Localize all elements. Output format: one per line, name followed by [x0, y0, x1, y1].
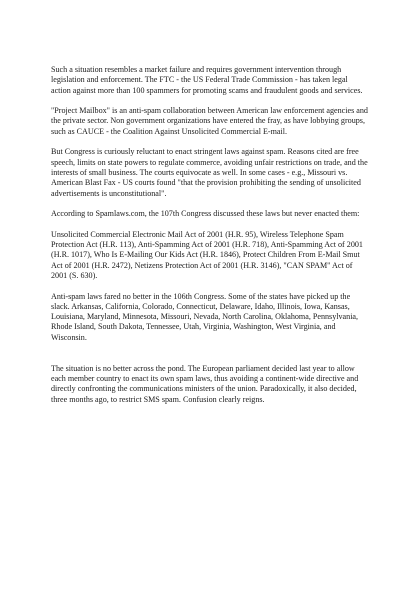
paragraph-europe: The situation is no better across the pond. The European parliament decided last year to allow each member country to enact its own spam laws, thus avoiding a continent-wide directive and directly confronting the communications ministers of the union. Paradoxically, it also decided, three months ago, to restrict SMS spam. Confusion clearly reigns.	[51, 363, 359, 404]
paragraph-bill-list: Unsolicited Commercial Electronic Mail Act of 2001 (H.R. 95), Wireless Telephone Spam Protection Act (H.R. 113), Anti-Spamming Act of 2001 (H.R. 718), Anti-Spamming Act of 2001 (H.R. 1017), Who Is E-Mailing Our Kids Act (H.R. 1846), Protect Children From E-Mail Smut Act of 2001 (H.R. 2472), Netizens Protection Act of 2001 (H.R. 3146), "CAN SPAM" Act of 2001 (S. 630).	[51, 229, 363, 280]
paragraph-congress-reluctance: But Congress is curiously reluctant to enact stringent laws against spam. Reasons cited are free speech, limits on state powers to regulate commerce, avoiding unfair restrictions on trade, and the interests of small business. The courts equivocate as well. In some cases - e.g., Missouri vs. American Blast Fax - US courts found "that the provision prohibiting the sending of unsolicited advertisements is unconstitutional".	[51, 147, 368, 198]
paragraph-spamlaws-intro: According to Spamlaws.com, the 107th Congress discussed these laws but never enacted them:	[51, 209, 360, 219]
paragraph-project-mailbox: "Project Mailbox" is an anti-spam collaboration between American law enforcement agencies and the private sector. Non government organizations have entered the fray, as have lobbying groups, such as CAUCE - the Coalition Against Unsolicited Commercial E-mail.	[51, 106, 368, 136]
paragraph-state-laws: Anti-spam laws fared no better in the 106th Congress. Some of the states have picked up the slack. Arkansas, California, Colorado, Connecticut, Delaware, Idaho, Illinois, Iowa, Kansas, Louisiana, Maryland, Minnesota, Missouri, Nevada, North Carolina, Oklahoma, Pennsylvania, Rhode Island, South Dakota, Tennessee, Utah, Virginia, Washington, West Virginia, and Wisconsin.	[51, 291, 359, 342]
paragraph-market-failure: Such a situation resembles a market failure and requires government intervention through legislation and enforcement. The FTC - the US Federal Trade Commission - has taken legal action against more than 100 spammers for promoting scams and fraudulent goods and services.	[51, 65, 363, 95]
document-body	[51, 65, 369, 415]
